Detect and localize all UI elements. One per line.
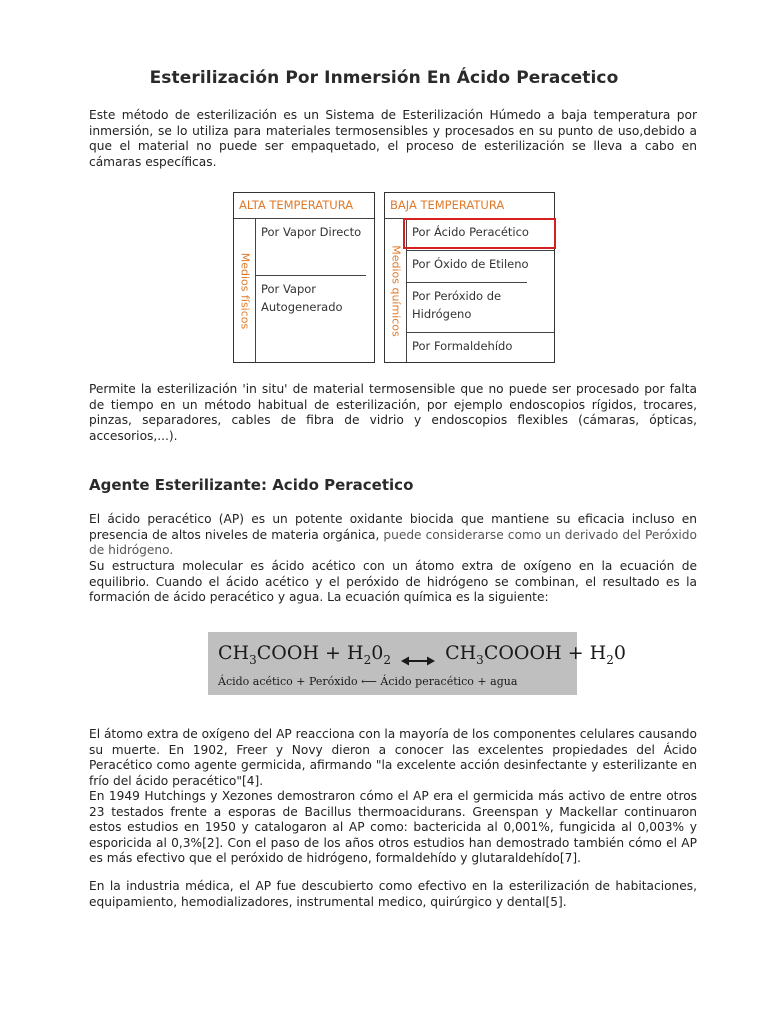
history-paragraph-1: El átomo extra de oxígeno del AP reacciona con la mayoría de los componentes celulares causando su muerte. En 1902, Freer y Novy dieron a conocer las excelentes propiedades del Ácido Peracético como agente germicida, afirmando "la excelente acción desinfectante y esterilizante en frío del ácido peracético"[4]. [89, 727, 697, 788]
table-alta-temperatura [233, 192, 375, 363]
structure-paragraph: Su estructura molecular es ácido acético con un átomo extra de oxígeno en la ecuación de equilibrio. Cuando el ácido acético y el peróxido de hidrógeno se combinan, el resultado es la formación de ácido peracético y agua. La ecuación química es la siguiente: [89, 559, 697, 605]
history-paragraph-3: En la industria médica, el AP fue descubierto como efectivo en la esterilización de habitaciones, equipamiento, hemodializadores, instrumental medico, quirúrgico y dental[5]. [89, 879, 697, 909]
history-paragraph-2: En 1949 Hutchings y Xezones demostraron cómo el AP era el germicida más activo de entre otros 23 testados frente a esporas de Bacillus thermoacidurans. Greenspan y Mackellar continuaron estos estudios en 1950 y catalogaron al AP como: bactericida al 0,001%, fungicida al 0,003% y esporicida al 0,3%[2]. Con el paso de los años otros estudios han demostrado también cómo el AP es más efectivo que el peróxido de hidrógeno, formaldehído y glutaraldehído[7]. [89, 789, 697, 866]
table-alta-row-1: Por Vapor Directo [261, 225, 362, 239]
table-baja-row-1: Por Ácido Peracético [412, 225, 529, 239]
insitu-paragraph: Permite la esterilización 'in situ' de material termosensible que no puede ser procesado por falta de tiempo en un método habitual de esterilización, por ejemplo endoscopios rígidos, trocares, pinzas, separadores, cables de fibra de vidrio y endoscopios flexibles (cámaras, ópticas, accesorios,...). [89, 382, 697, 443]
table-baja-row-4: Por Formaldehído [407, 332, 554, 363]
table-alta-row-2: Por Vapor Autogenerado [256, 275, 366, 363]
equation-figure [208, 632, 626, 695]
agent-paragraph-text: El ácido peracético (AP) es un potente oxidante biocida que mantiene su eficacia incluso en presencia de altos niveles de materia orgánica, [89, 512, 697, 542]
table-alta-header: ALTA TEMPERATURA [234, 193, 374, 219]
page-title: Esterilización Por Inmersión En Ácido Peracetico [149, 68, 619, 88]
agent-paragraph [89, 512, 697, 559]
equation-formula: $CH_3COOH + H_20_2$ $CH_3COOOH + H_20$ [218, 642, 626, 667]
table-baja-row-3: Por Peróxido de Hidrógeno [407, 282, 527, 332]
table-alta-side-label: Medios físicos [238, 252, 251, 329]
table-baja-row-2: Por Óxido de Etileno [407, 250, 554, 282]
table-alta-side [234, 219, 256, 362]
agent-paragraph-muted: puede considerarse como un derivado del Peróxido de hidrógeno. [89, 527, 697, 558]
equation-caption: Ácido acético + Peróxido ⟵ Ácido peracético + agua [218, 675, 518, 688]
highlight-box [403, 218, 556, 249]
intro-paragraph: Este método de esterilización es un Sistema de Esterilización Húmedo a baja temperatura por inmersión, se lo utiliza para materiales termosensibles y procesados en su punto de uso,debido a que el material no puede ser empaquetado, el proceso de esterilización se lleva a cabo en cámaras específicas. [89, 108, 697, 169]
table-baja-side-label: Medios químicos [389, 244, 402, 337]
equilibrium-arrow-icon [401, 649, 435, 659]
section-heading: Agente Esterilizante: Acido Peracetico [89, 476, 414, 494]
table-baja-header: BAJA TEMPERATURA [385, 193, 554, 219]
